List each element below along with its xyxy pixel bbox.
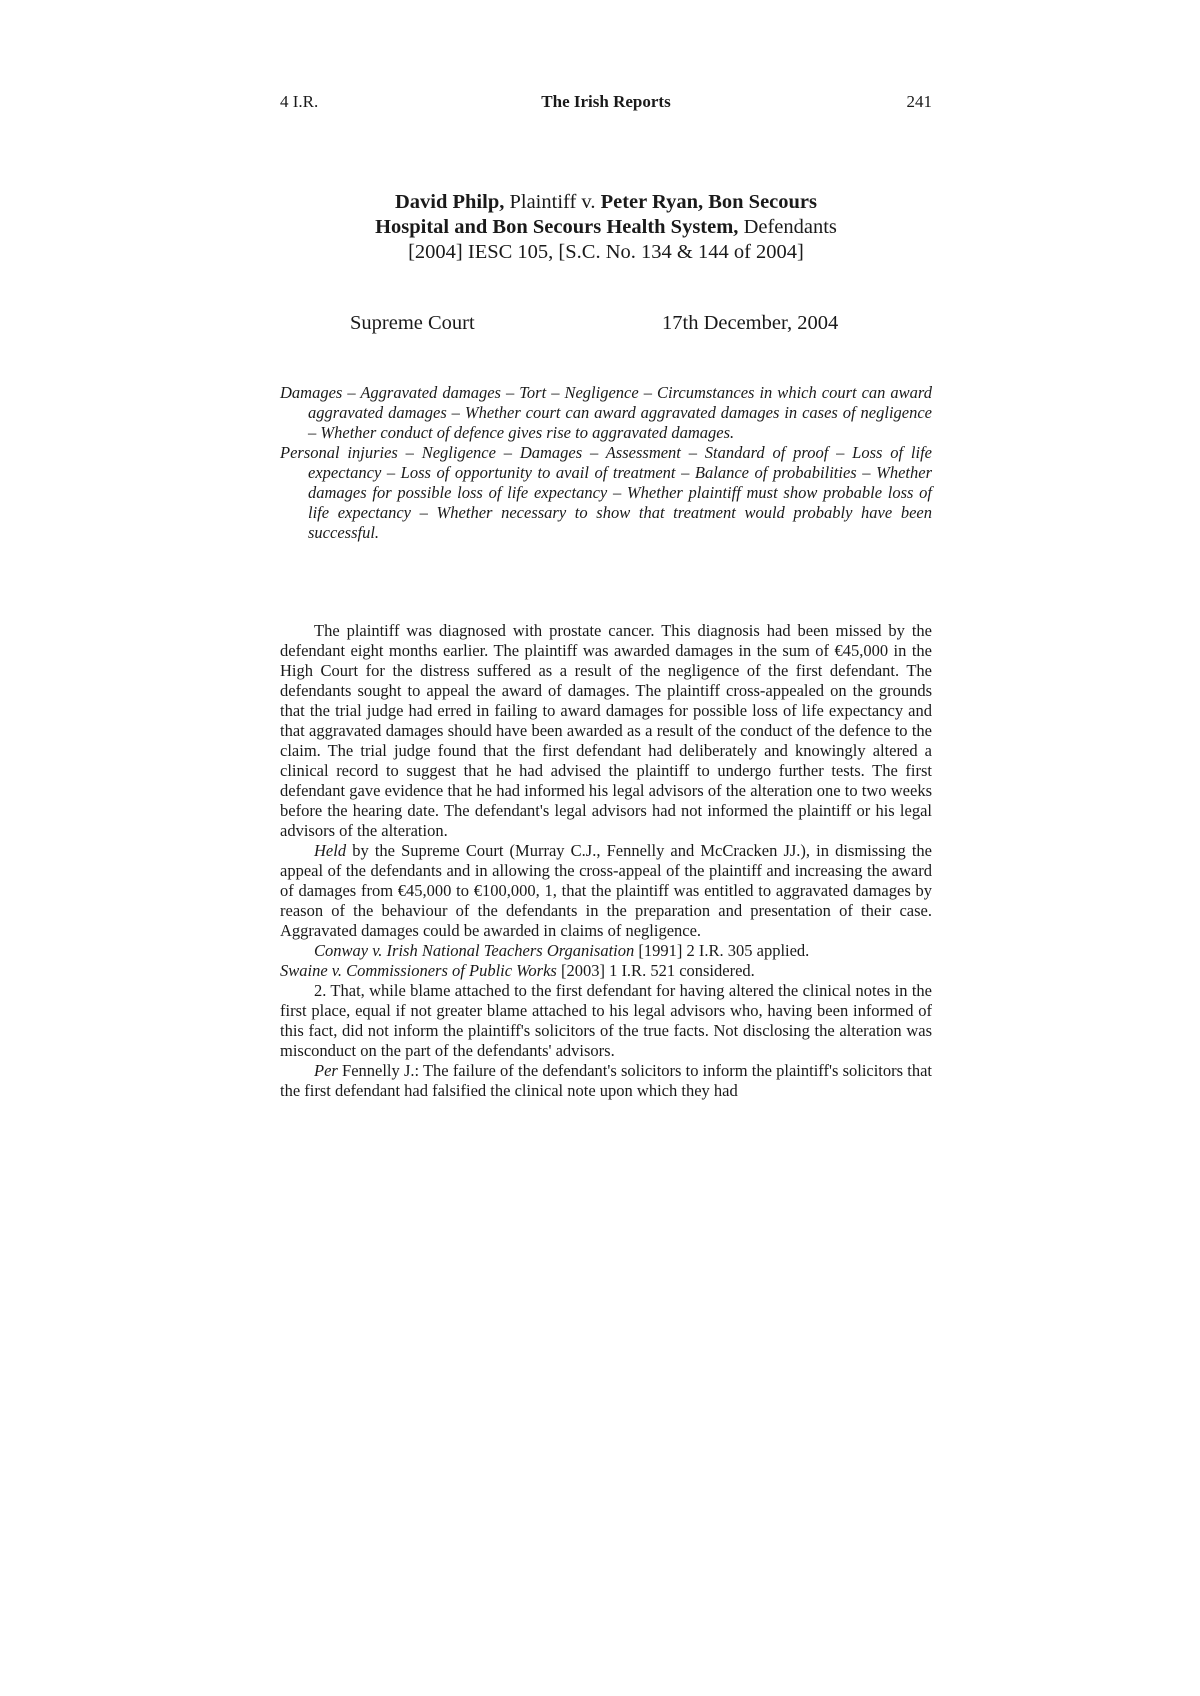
case-title [280, 190, 932, 265]
running-header [280, 92, 932, 116]
case-citation: [2004] IESC 105, [S.C. No. 134 & 144 of 2004] [408, 241, 804, 263]
catchword-paragraph: Personal injuries – Negligence – Damages – Assessment – Standard of proof – Loss of life expectancy – Loss of opportunity to avail of treatment – Balance of probabilities – Whether damages for possible loss of life expectancy – Whether plaintiff must show probable loss of life expectancy – Whether necessary to show that treatment would probably have been successful. [280, 443, 932, 542]
cited-case-reference: [2003] 1 I.R. 521 considered. [556, 961, 755, 980]
cited-case-name: Conway v. Irish National Teachers Organisation [314, 941, 635, 960]
defendants-names-part-2: Hospital and Bon Secours Health System, [375, 216, 739, 238]
case-title-line-1 [280, 190, 932, 215]
publication-title: The Irish Reports [541, 92, 671, 111]
held-text: by the Supreme Court (Murray C.J., Fennelly and McCracken JJ.), in dismissing the appeal of the defendants and in allowing the cross-appeal of the plaintiff and increasing the award of damages from €45,000 to €100,000, 1, that the plaintiff was entitled to aggravated damages by reason of the behaviour of the defendants in the preparation and presentation of their case. Aggravated damages could be awarded in claims of negligence. [280, 841, 932, 940]
catchwords [280, 383, 932, 543]
headnote-point-2: 2. That, while blame attached to the first defendant for having altered the clinical notes in the first place, equal if not greater blame attached to his legal advisors who, having been informed of this fact, did not inform the plaintiff's solicitors of the true facts. Not disclosing the alteration was misconduct on the part of the defendants' advisors. [280, 981, 932, 1060]
page-number: 241 [906, 92, 932, 111]
defendants-role: Defendants [738, 216, 837, 238]
catchword-paragraph: Damages – Aggravated damages – Tort – Negligence – Circumstances in which court can award aggravated damages – Whether court can award aggravated damages in cases of negligence – Whether conduct of defence gives rise to aggravated damages. [280, 383, 932, 442]
held-label: Held [314, 841, 347, 860]
plaintiff-name: David Philp, [394, 191, 505, 213]
case-title-line-2 [280, 215, 932, 240]
headnote-per [280, 1061, 932, 1101]
cited-case-reference: [1991] 2 I.R. 305 applied. [634, 941, 810, 960]
plaintiff-role: Plaintiff v. [504, 191, 601, 213]
volume-reference: 4 I.R. [280, 92, 319, 111]
per-label: Per [314, 1061, 338, 1080]
headnote [280, 621, 932, 1101]
cited-case-name: Swaine v. Commissioners of Public Works [280, 961, 557, 980]
judgment-date: 17th December, 2004 [662, 312, 839, 334]
defendants-names-part-1: Peter Ryan, Bon Secours [600, 191, 818, 213]
headnote-facts: The plaintiff was diagnosed with prostate cancer. This diagnosis had been missed by the defendant eight months earlier. The plaintiff was awarded damages in the sum of €45,000 in the High Court for the distress suffered as a result of the negligence of the first defendant. The defendants sought to appeal the award of damages. The plaintiff cross-appealed on the grounds that the trial judge had erred in failing to award damages for possible loss of life expectancy and that aggravated damages should have been awarded as a result of the conduct of the defence to the claim. The trial judge found that the first defendant had deliberately and knowingly altered a clinical record to suggest that he had advised the plaintiff to undergo further tests. The first defendant gave evidence that he had informed his legal advisors of the alteration one to two weeks before the hearing date. The defendant's legal advisors had not informed the plaintiff or his legal advisors of the alteration. [280, 621, 932, 840]
per-text: Fennelly J.: The failure of the defendant's solicitors to inform the plaintiff's solicitors that the first defendant had falsified the clinical note upon which they had [280, 1061, 932, 1100]
court-name: Supreme Court [350, 312, 475, 334]
case-citation-applied [280, 941, 932, 981]
headnote-held [280, 841, 932, 941]
